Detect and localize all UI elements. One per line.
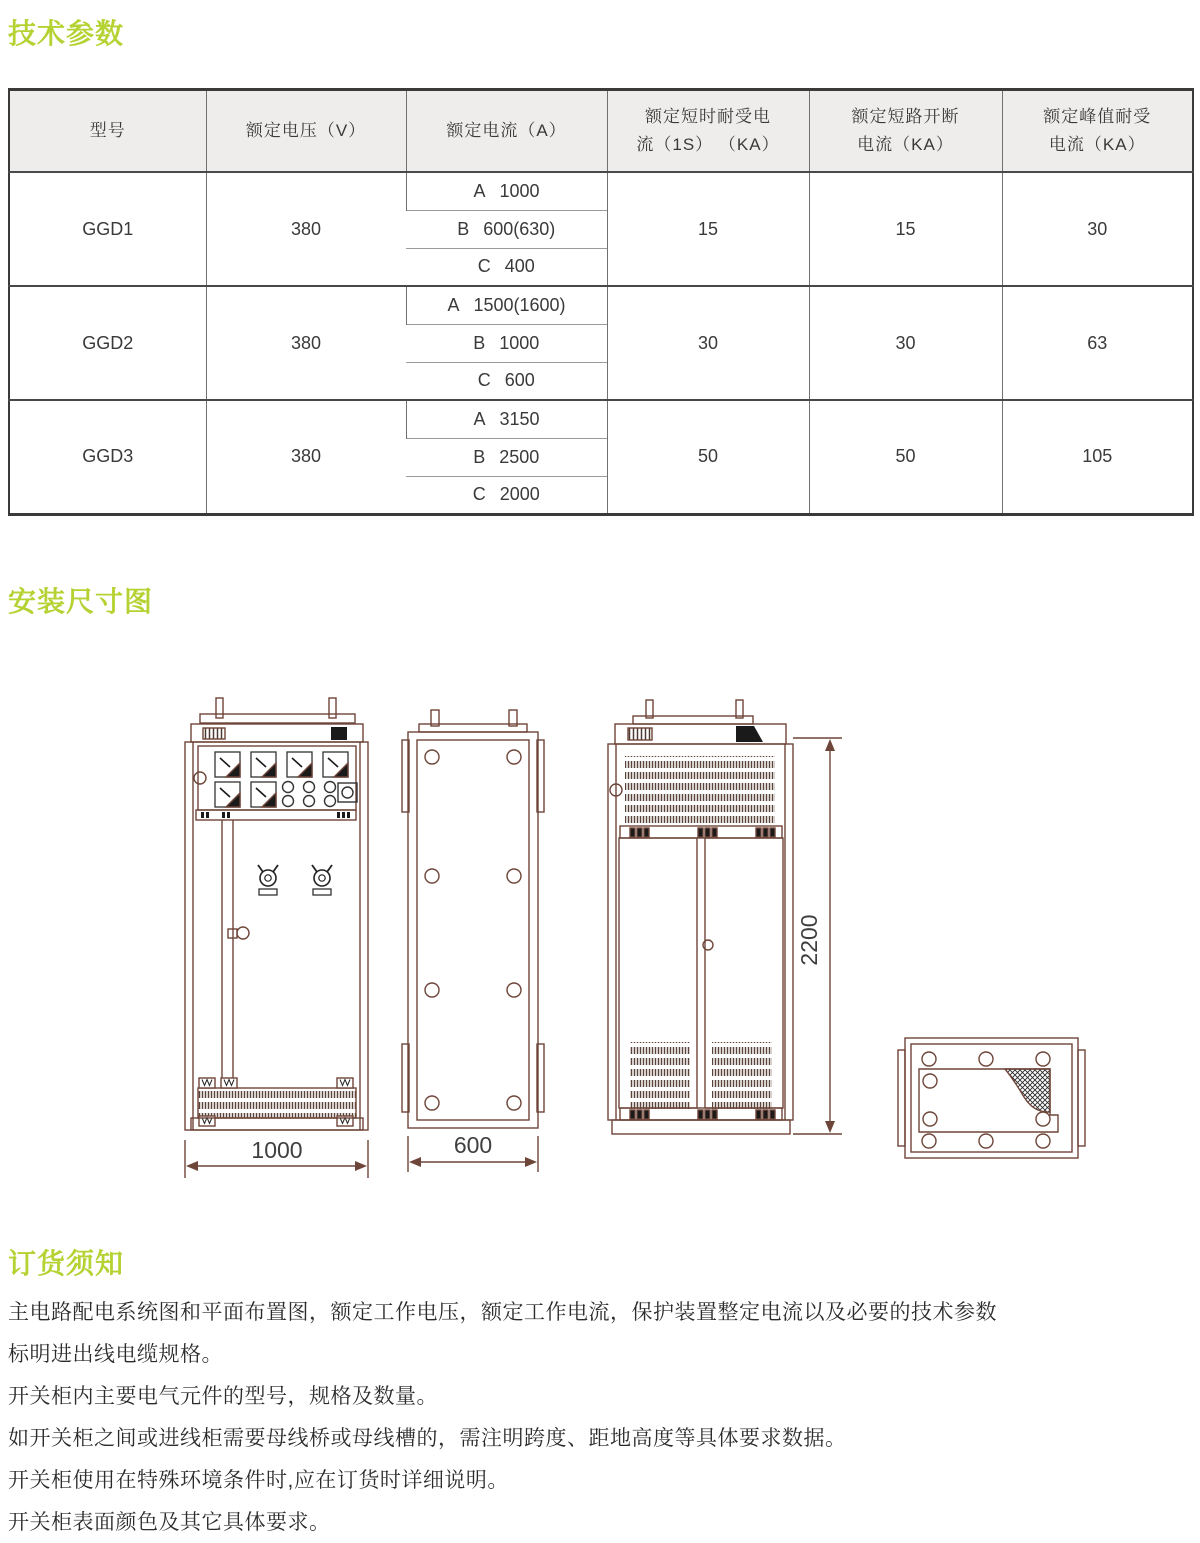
cabinet-side-view-drawing: [402, 710, 544, 1128]
cell-ggd3-current-c: C 2000: [406, 476, 607, 514]
cell-ggd2-current-b: B 1000: [406, 324, 607, 362]
dimension-height: [793, 738, 842, 1134]
cell-ggd1-peak: 30: [1002, 172, 1193, 286]
top-view-plate-drawing: [898, 1038, 1085, 1158]
tech-params-table: [8, 88, 1194, 516]
cell-ggd1-current-b: B 600(630): [406, 210, 607, 248]
cell-ggd2-current-c: C 600: [406, 362, 607, 400]
cell-ggd2-model: GGD2: [9, 286, 206, 400]
cell-ggd1-short-time: 15: [607, 172, 809, 286]
cell-ggd1-current-a: A 1000: [406, 172, 607, 210]
cell-ggd2-peak: 63: [1002, 286, 1193, 400]
cell-ggd3-peak: 105: [1002, 400, 1193, 514]
table-row: [9, 400, 1193, 438]
table-header-row: [9, 90, 1193, 173]
dimension-side-depth: [408, 1132, 538, 1172]
cell-ggd3-current-b: B 2500: [406, 438, 607, 476]
installation-drawings: [0, 640, 1200, 1260]
col-header-current: 额定电流（A）: [406, 90, 607, 173]
ordering-item-2: 标明进出线电缆规格。: [8, 1343, 223, 1366]
cabinet-front-view-drawing: [185, 698, 368, 1130]
table-row: [9, 172, 1193, 210]
ordering-item-6: 开关柜表面颜色及其它具体要求。: [8, 1511, 331, 1534]
ordering-item-1: 主电路配电系统图和平面布置图，额定工作电压，额定工作电流，保护装置整定电流以及必要的技术参数: [8, 1301, 997, 1324]
col-header-short-time: 额定短时耐受电 流（1S） （KA）: [607, 90, 809, 173]
dim-label-side-depth: 600: [453, 1132, 493, 1158]
cell-ggd2-short-time: 30: [607, 286, 809, 400]
cell-ggd1-current-c: C 400: [406, 248, 607, 286]
ordering-notes: [8, 1298, 1184, 1543]
cell-ggd3-short-time: 50: [607, 400, 809, 514]
cabinet-rear-view-drawing: [608, 700, 793, 1134]
col-header-voltage: 额定电压（V）: [206, 90, 406, 173]
ordering-item-5: 开关柜使用在特殊环境条件时,应在订货时详细说明。: [8, 1469, 509, 1492]
cell-ggd3-current-a: A 3150: [406, 400, 607, 438]
col-header-breaking: 额定短路开断 电流（KA）: [809, 90, 1002, 173]
col-header-model: 型号: [9, 90, 206, 173]
ordering-title: 订货须知: [8, 1248, 125, 1279]
dimension-front-width: [185, 1137, 368, 1178]
ordering-item-3: 开关柜内主要电气元件的型号，规格及数量。: [8, 1385, 438, 1408]
cell-ggd1-breaking: 15: [809, 172, 1002, 286]
dim-label-front-width: 1000: [251, 1137, 303, 1163]
ordering-item-4: 如开关柜之间或进线柜需要母线桥或母线槽的，需注明跨度、距地高度等具体要求数据。: [8, 1427, 847, 1450]
installation-title: 安装尺寸图: [8, 586, 154, 617]
cell-ggd2-voltage: 380: [206, 286, 406, 400]
table-row: [9, 286, 1193, 324]
cell-ggd3-breaking: 50: [809, 400, 1002, 514]
cell-ggd2-current-a: A 1500(1600): [406, 286, 607, 324]
cell-ggd3-voltage: 380: [206, 400, 406, 514]
cell-ggd3-model: GGD3: [9, 400, 206, 514]
cell-ggd1-model: GGD1: [82, 218, 134, 239]
cell-ggd2-breaking: 30: [809, 286, 1002, 400]
col-header-peak: 额定峰值耐受 电流（KA）: [1002, 90, 1193, 173]
dim-label-height: 2200: [796, 914, 822, 966]
tech-params-title: 技术参数: [8, 18, 125, 49]
cell-ggd1-voltage: 380: [206, 172, 406, 286]
